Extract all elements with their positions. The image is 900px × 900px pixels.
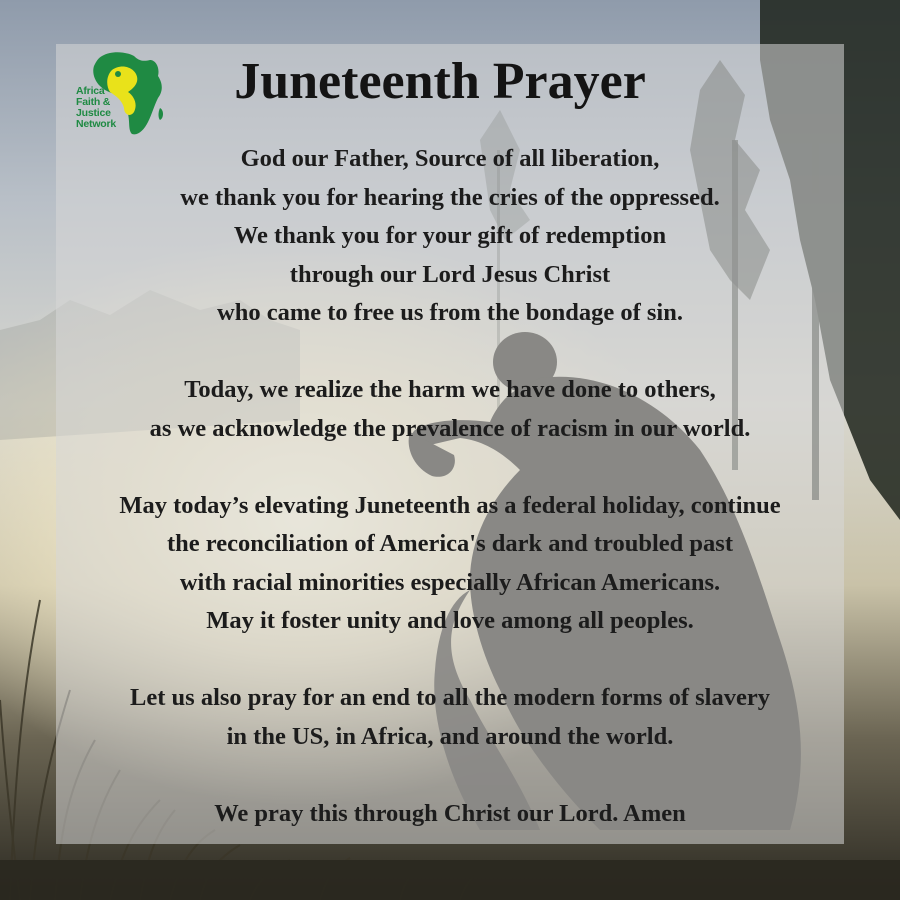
prayer-line: the reconciliation of America's dark and troubled past bbox=[166, 530, 733, 557]
prayer-line: Let us also pray for an end to all the modern forms of slavery bbox=[130, 684, 770, 711]
stanza bbox=[56, 487, 844, 641]
logo-line: Network bbox=[76, 118, 117, 130]
ground bbox=[0, 860, 900, 900]
stanza bbox=[56, 371, 844, 448]
prayer-line: May it foster unity and love among all peoples. bbox=[206, 607, 694, 634]
logo-line: Justice bbox=[76, 107, 111, 119]
prayer-line: as we acknowledge the prevalence of racism in our world. bbox=[149, 414, 751, 442]
prayer-line: God our Father, Source of all liberation, bbox=[240, 145, 660, 172]
logo-line: Faith & bbox=[76, 96, 111, 108]
logo-wordmark bbox=[76, 86, 138, 130]
prayer-line: who came to free us from the bondage of sin. bbox=[217, 299, 683, 326]
stanza bbox=[56, 679, 844, 756]
prayer-line: we thank you for hearing the cries of the oppressed. bbox=[180, 183, 720, 211]
prayer-line: May today’s elevating Juneteenth as a federal holiday, continue bbox=[119, 491, 781, 519]
stanza bbox=[56, 795, 844, 834]
stanza bbox=[56, 140, 844, 333]
prayer-line: through our Lord Jesus Christ bbox=[289, 260, 611, 288]
prayer-line: with racial minorities especially African Americans. bbox=[179, 568, 721, 596]
logo-line: Africa bbox=[76, 85, 105, 97]
prayer-line: Today, we realize the harm we have done to others, bbox=[184, 376, 716, 403]
prayer-line: We thank you for your gift of redemption bbox=[233, 222, 667, 249]
page-title: Juneteenth Prayer bbox=[234, 53, 646, 110]
prayer-line: in the US, in Africa, and around the world. bbox=[226, 722, 674, 750]
prayer-text bbox=[56, 140, 844, 833]
prayer-line: We pray this through Christ our Lord. Amen bbox=[214, 799, 686, 827]
